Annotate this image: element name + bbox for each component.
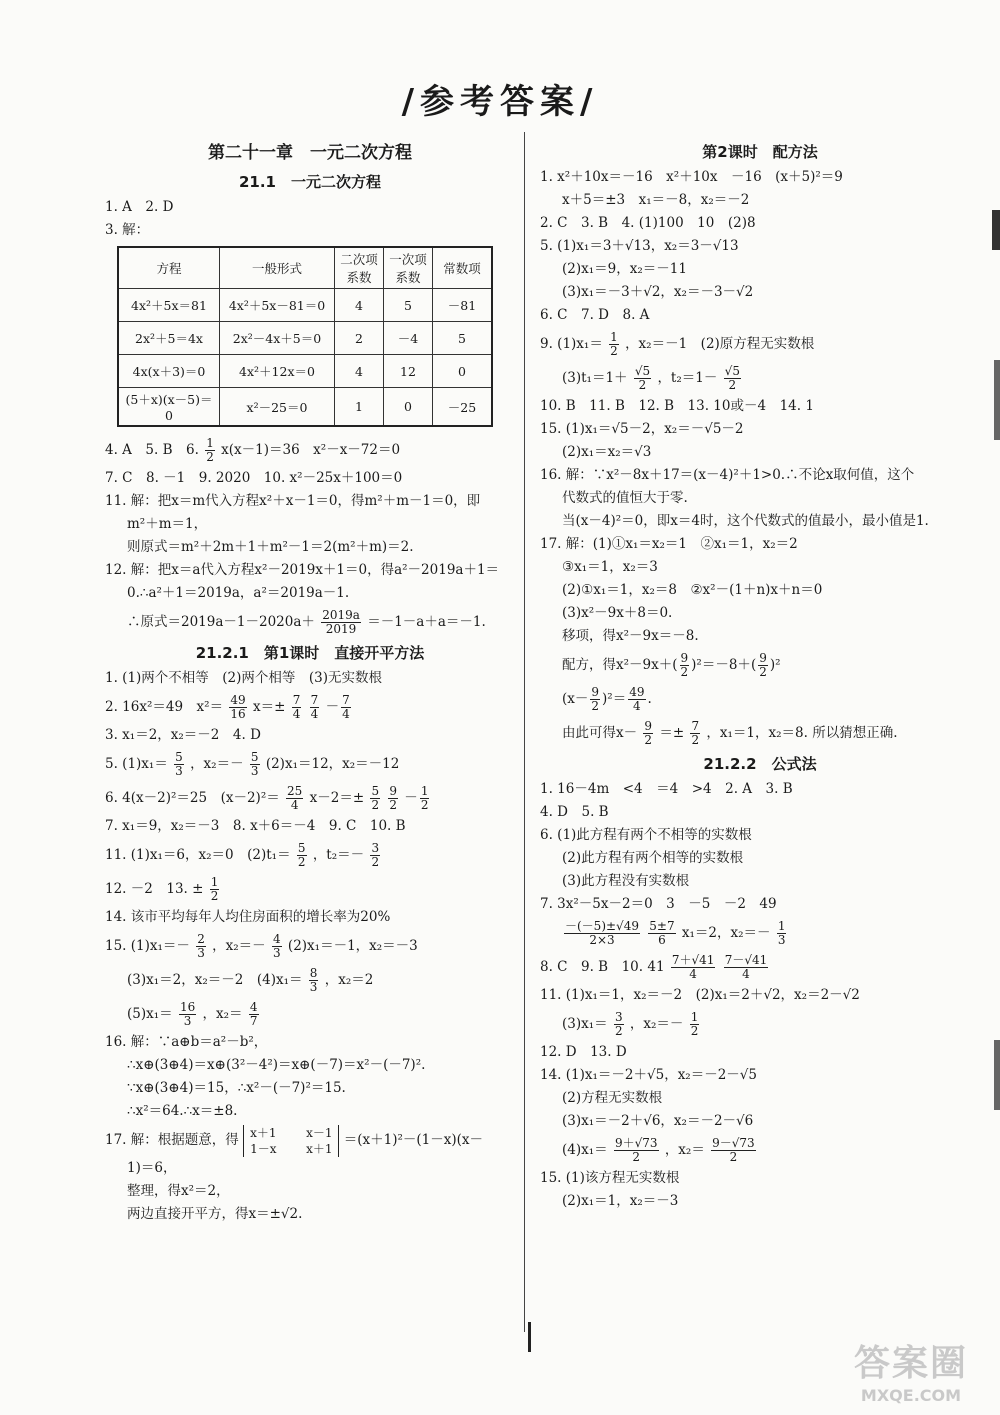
numerator: 2019a (322, 608, 360, 622)
denominator: 2 (389, 798, 398, 812)
answer-line: 3. 解： (105, 222, 150, 238)
answer-line: 16. 解：∵a⊕b＝a²－b²， (105, 1034, 268, 1050)
right-column (540, 138, 980, 1213)
numerator: 9 (389, 784, 398, 798)
text: x₁＝2，x₂＝－ (681, 925, 771, 941)
answer-line (105, 1123, 515, 1157)
answer-line: (3)x²－9x＋8＝0. (562, 605, 673, 621)
answer-line: ∵x⊕(3⊕4)＝15，∴x²－(－7)²＝15. (127, 1080, 346, 1096)
text: ∴原式＝2019a－1－2020a＋ (127, 614, 315, 630)
denominator: 2 (759, 665, 767, 679)
watermark-text: 答案圈 (853, 1343, 968, 1384)
answer-line: (x－ $\frac{9}{2}$ )²＝ $\frac{49}{4}$ . (562, 685, 652, 713)
text: (4)x₁＝ (562, 1142, 608, 1158)
numerator: 1 (777, 919, 786, 933)
table-row (118, 322, 492, 355)
fraction (297, 842, 307, 869)
denominator: 2×3 (589, 933, 615, 947)
table-cell: x²－25＝0 (220, 388, 335, 427)
text: x(x－1)＝36 x²－x－72＝0 (221, 442, 401, 458)
answer-line: 整理，得x²＝2， (127, 1183, 230, 1199)
answer-line: 1. (1)两个不相等 (2)两个相等 (3)无实数根 (105, 670, 383, 686)
answer-line: 14. 该市平均每年人均住房面积的增长率为20% (105, 909, 391, 925)
fraction (609, 331, 619, 358)
answer-line: 16. 解：∵x²－8x＋17＝(x－4)²＋1>0.∴不论x取何值，这个 (540, 467, 915, 483)
det-cell: x＋1 (306, 1141, 333, 1156)
denominator: 2 (420, 798, 429, 812)
text: ，x₂＝－ (190, 756, 244, 772)
table-header: 一般形式 (220, 247, 335, 289)
text: ＝ (612, 691, 627, 707)
numerator: 9 (591, 685, 600, 699)
answer-line: 11. (1)x₁＝1，x₂＝－2 (2)x₁＝2＋√2，x₂＝2－√2 (540, 987, 860, 1003)
fraction (229, 694, 246, 721)
numerator: 49 (629, 685, 645, 699)
answer-line: 17. 解：(1)①x₁＝x₂＝1 ②x₁＝1，x₂＝2 (540, 536, 798, 552)
numerator: 3 (614, 1010, 623, 1024)
denominator: 4 (290, 798, 299, 812)
denominator: 2 (644, 733, 653, 747)
table-cell: 2x²＋5＝4x (118, 322, 220, 355)
numerator: 1 (610, 330, 618, 344)
numerator: 7 (342, 693, 350, 707)
denominator: 2 (690, 1024, 699, 1038)
answer-line (105, 838, 515, 872)
table-row (118, 388, 492, 427)
det-cell: x＋1 (250, 1125, 277, 1140)
answer-line (540, 950, 980, 984)
numerator: 16 (179, 1000, 196, 1014)
answer-line: 15. (1)该方程无实数根 (540, 1170, 680, 1186)
fraction (724, 954, 769, 981)
denominator: 16 (230, 707, 246, 721)
fraction (309, 967, 319, 994)
answer-line: m²＋m＝1， (127, 516, 208, 532)
table-cell: (5＋x)(x－5)＝0 (118, 388, 220, 427)
text: ，x₂＝ (202, 1006, 243, 1022)
numerator: 7＋√41 (671, 953, 715, 967)
answer-line: 6. 4(x－2)²＝25 (x－2)²＝ $\frac{25}{4}$ x－2＝± $\frac{5}{2}$ $\frac{9}{2}$ － $\frac{1}{2}$ (105, 784, 429, 812)
answer-line: 12. 解：把x＝a代入方程x²－2019x＋1＝0，得a²－2019a＋1＝ (105, 562, 500, 578)
table-cell: －81 (433, 289, 493, 322)
fraction (758, 652, 768, 679)
numerator: 9 (680, 651, 689, 665)
fraction (690, 720, 700, 747)
left-column (105, 138, 515, 1226)
answer-line: 6. C 7. D 8. A (540, 307, 650, 323)
denominator: 3 (183, 1014, 192, 1028)
text: (2)x₁＝－1，x₂＝－3 (287, 938, 418, 954)
denominator: 4 (310, 707, 319, 721)
answer-line: 2. C 3. B 4. (1)100 10 (2)8 (540, 215, 756, 231)
answer-line: 1. A 2. D (105, 199, 174, 215)
numerator: √5 (724, 364, 740, 378)
answer-line: 1. 16－4m <4 ＝4 >4 2. A 3. B (540, 781, 793, 797)
denominator: 3 (250, 764, 259, 778)
text: 5. (1)x₁＝ (105, 756, 168, 772)
ink-mark (528, 1322, 531, 1352)
text: 由此可得x－ (562, 725, 638, 741)
fraction (310, 694, 320, 721)
table-cell: 5 (433, 322, 493, 355)
denominator: 4 (742, 967, 750, 981)
denominator: 2019 (325, 622, 357, 636)
text: 4. A 5. B 6. (105, 442, 199, 458)
fraction (777, 920, 787, 947)
table-cell: －25 (433, 388, 493, 427)
text: 17. 解：根据题意，得 (105, 1132, 239, 1148)
fraction (614, 1137, 659, 1164)
fraction (292, 694, 302, 721)
answer-line: 14. (1)x₁＝－2＋√5，x₂＝－2－√5 (540, 1067, 757, 1083)
table-cell: 2 (335, 322, 384, 355)
denominator: 2 (728, 378, 737, 392)
denominator: 3 (272, 946, 281, 960)
denominator: 2 (210, 889, 219, 903)
section-title-lesson2: 第2课时 配方法 (702, 143, 818, 161)
denominator: 2 (371, 798, 380, 812)
answer-line: (3)x₁＝－3＋√2，x₂＝－3－√2 (562, 284, 754, 300)
answer-line: 2. 16x²＝49 x²＝ $\frac{49}{16}$ x＝± $\frac{7}{4}$ $\frac{7}{4}$ － $\frac{7}{4}$ (105, 693, 350, 721)
fraction (179, 1001, 196, 1028)
numerator: 9＋√73 (614, 1136, 658, 1150)
text: (3)x₁＝ (562, 1016, 608, 1032)
numerator: 7 (691, 719, 700, 733)
text: x－2＝± (309, 790, 365, 806)
numerator: 5 (175, 750, 183, 764)
text: ＝－8＋ (701, 657, 751, 673)
answer-line: 6. (1)此方程有两个不相等的实数根 (540, 827, 752, 843)
answer-line (105, 747, 515, 781)
fraction (648, 920, 675, 947)
answer-banner: /参考答案/ (401, 82, 599, 122)
fraction (690, 1011, 700, 1038)
answer-line: 7. x₁＝9，x₂＝－3 8. x＋6＝－4 9. C 10. B (105, 818, 406, 834)
answer-line (105, 872, 515, 906)
answer-table (117, 246, 493, 427)
table-cell: 5 (384, 289, 433, 322)
fraction (205, 437, 215, 464)
denominator: 4 (633, 699, 641, 713)
section-title-21-2-1: 21.2.1 第1课时 直接开平方法 (195, 644, 425, 662)
fraction (210, 876, 220, 903)
text: 9. (1)x₁＝ (540, 336, 603, 352)
numerator: 25 (287, 784, 303, 798)
fraction (711, 1137, 756, 1164)
table-row (118, 355, 492, 388)
text: ＝－1－a＋a＝－1. (367, 614, 486, 630)
numerator: 2 (197, 932, 205, 946)
page-edge-shadow (992, 210, 1000, 250)
fraction (680, 652, 690, 679)
numerator: 1 (210, 875, 219, 889)
watermark-url: MXQE.COM (860, 1386, 962, 1405)
denominator: 4 (342, 707, 350, 721)
text: ，x₂＝－ (629, 1016, 684, 1032)
answer-line: 7. C 8. －1 9. 2020 10. x²－25x＋100＝0 (105, 470, 403, 486)
answer-line (540, 716, 980, 750)
numerator: －(－5)±√49 (565, 919, 639, 933)
answer-line: 两边直接开平方，得x＝±√2. (127, 1206, 303, 1222)
table-header-row (118, 247, 492, 289)
text: (3)x₁＝2，x₂＝－2 (4)x₁＝ (127, 972, 303, 988)
table-cell: －4 (384, 322, 433, 355)
answer-line: 4. D 5. B (540, 804, 609, 820)
fraction (724, 365, 741, 392)
numerator: 3 (371, 841, 380, 855)
answer-line: ③x₁＝1，x₂＝3 (562, 559, 658, 575)
answer-line: (2)x₁＝1，x₂＝－3 (562, 1193, 679, 1209)
denominator: 2 (632, 1150, 641, 1164)
fraction (174, 751, 184, 778)
answer-line: ∴x²＝64.∴x＝±8. (127, 1103, 238, 1119)
denominator: 6 (658, 933, 666, 947)
table-cell: 0 (384, 388, 433, 427)
fraction (286, 785, 303, 812)
det-cell: 1－x (250, 1141, 277, 1156)
answer-line (540, 916, 980, 950)
answer-line (105, 433, 515, 467)
denominator: 2 (614, 1024, 623, 1038)
table-row (118, 289, 492, 322)
answer-line: 11. 解：把x＝m代入方程x²＋x－1＝0，得m²＋m－1＝0，即 (105, 493, 481, 509)
answer-line: 3. x₁＝2，x₂＝－2 4. D (105, 727, 261, 743)
denominator: 2 (297, 855, 306, 869)
numerator: 8 (309, 966, 318, 980)
denominator: 2 (680, 665, 689, 679)
text: (5)x₁＝ (127, 1006, 173, 1022)
numerator: 1 (690, 1010, 699, 1024)
answer-line (540, 327, 980, 361)
numerator: 9 (644, 719, 653, 733)
answer-line (540, 361, 980, 395)
text: ，x₂＝－1 (2)原方程无实数根 (625, 336, 815, 352)
answer-line: (2)x₁＝9，x₂＝－11 (562, 261, 687, 277)
fraction (671, 954, 716, 981)
answer-line: (2)方程无实数根 (562, 1090, 663, 1106)
answer-line (105, 963, 515, 997)
table-cell: 2x²－4x＋5＝0 (220, 322, 335, 355)
text: ，t₂＝1－ (657, 370, 718, 386)
numerator: 1 (206, 436, 214, 450)
denominator: 7 (249, 1014, 258, 1028)
fraction (249, 1001, 259, 1028)
numerator: 7 (310, 693, 319, 707)
text: (2)x₁＝12，x₂＝－12 (265, 756, 400, 772)
text: ＝(x＋1)²－(1－x)(x－ (343, 1132, 484, 1148)
answer-line: (3)x₁＝－2＋√6，x₂＝－2－√6 (562, 1113, 754, 1129)
table-cell: 4x²＋12x＝0 (220, 355, 335, 388)
answer-line: ∴x⊕(3⊕4)＝x⊕(3²－4²)＝x⊕(－7)＝x²－(－7)². (127, 1057, 426, 1073)
fraction (341, 694, 351, 721)
table-cell: 4 (335, 355, 384, 388)
fraction (388, 785, 398, 812)
numerator: 5 (250, 750, 259, 764)
answer-line: 7. 3x²－5x－2＝0 3 －5 －2 49 (540, 896, 777, 912)
column-divider (524, 132, 525, 1332)
answer-line: (2)①x₁＝1，x₂＝8 ②x²－(1＋n)x＋n＝0 (562, 582, 823, 598)
answer-line (540, 1133, 980, 1167)
denominator: 2 (691, 733, 700, 747)
numerator: 5 (297, 841, 306, 855)
text: ，x₁＝1，x₂＝8. 所以猜想正确. (706, 725, 898, 741)
denominator: 2 (729, 1150, 738, 1164)
numerator: 5±7 (649, 919, 675, 933)
denominator: 2 (638, 378, 647, 392)
fraction (564, 920, 640, 947)
denominator: 3 (175, 764, 183, 778)
answer-line (540, 1007, 980, 1041)
answer-line: (3)此方程没有实数根 (562, 873, 690, 889)
numerator: 7 (292, 693, 301, 707)
answer-line: 则原式＝m²＋2m＋1＋m²－1＝2(m²＋m)＝2. (127, 539, 414, 555)
denominator: 2 (206, 450, 214, 464)
answer-line: 当(x－4)²＝0，即x＝4时，这个代数式的值最小，最小值是1. (562, 513, 929, 529)
answer-line: 配方，得x²－9x＋( $\frac{9}{2}$ )²＝－8＋( $\frac{9}{2}$ )² (562, 651, 781, 679)
text: ＝± (659, 725, 685, 741)
table-cell: 1 (335, 388, 384, 427)
answer-line: 5. (1)x₁＝3＋√13，x₂＝3－√13 (540, 238, 739, 254)
fraction (370, 785, 380, 812)
answer-line: x＋5＝±3 x₁＝－8，x₂＝－2 (562, 192, 750, 208)
numerator: 5 (371, 784, 380, 798)
fraction (321, 609, 361, 636)
fraction (643, 720, 653, 747)
table-cell: 12 (384, 355, 433, 388)
section-title-21-1: 21.1 一元二次方程 (238, 173, 381, 191)
answer-line: 1)＝6， (127, 1160, 177, 1176)
fraction (590, 686, 600, 713)
answer-line: 12. D 13. D (540, 1044, 627, 1060)
text: ，t₂＝－ (312, 847, 365, 863)
answer-line: 10. B 11. B 12. B 13. 10或－4 14. 1 (540, 398, 814, 414)
text: 12. －2 13. ± (105, 881, 204, 897)
table-header: 二次项系数 (335, 247, 384, 289)
text: 2. 16x²＝49 x²＝ (105, 699, 224, 715)
section-title-21-2-2: 21.2.2 公式法 (703, 755, 817, 773)
table-cell: 4x(x＋3)＝0 (118, 355, 220, 388)
denominator: 2 (371, 855, 380, 869)
text: ，x₂＝－ (212, 938, 266, 954)
text: 6. 4(x－2)²＝25 (x－2)²＝ (105, 790, 280, 806)
answer-line: 移项，得x²－9x＝－8. (562, 628, 699, 644)
numerator: 4 (249, 1000, 258, 1014)
answer-line: 代数式的值恒大于零. (562, 490, 688, 506)
fraction (614, 1011, 624, 1038)
text: ，x₂＝ (664, 1142, 705, 1158)
text: x＝± (252, 699, 286, 715)
answer-line: 1. x²＋10x＝－16 x²＋10x －16 (x＋5)²＝9 (540, 169, 843, 185)
table-header: 常数项 (433, 247, 493, 289)
table-cell: 4x²＋5x＝81 (118, 289, 220, 322)
table-cell: 4x²＋5x－81＝0 (220, 289, 335, 322)
fraction (272, 933, 282, 960)
numerator: 7－√41 (724, 953, 768, 967)
det-cell: x－1 (306, 1125, 333, 1140)
text: 15. (1)x₁＝－ (105, 938, 190, 954)
table-cell: 4 (335, 289, 384, 322)
answer-line: (2)此方程有两个相等的实数根 (562, 850, 744, 866)
answer-line (105, 605, 515, 639)
numerator: √5 (634, 364, 651, 378)
text: 配方，得x²－9x＋ (562, 657, 673, 673)
denominator: 3 (309, 980, 318, 994)
page-edge-shadow (994, 360, 1000, 440)
text: 11. (1)x₁＝6，x₂＝0 (2)t₁＝ (105, 847, 291, 863)
numerator: 9－√73 (712, 1136, 755, 1150)
fraction (634, 365, 651, 392)
numerator: 4 (272, 932, 281, 946)
fraction (196, 933, 206, 960)
table-cell: 0 (433, 355, 493, 388)
fraction (628, 686, 645, 713)
denominator: 3 (777, 933, 786, 947)
answer-line (105, 997, 515, 1031)
numerator: 49 (230, 693, 246, 707)
answer-line: 0.∴a²＋1＝2019a，a²＝2019a－1. (127, 585, 350, 601)
fraction (420, 785, 430, 812)
table-header: 一次项系数 (384, 247, 433, 289)
watermark-logo (836, 1335, 986, 1405)
fraction (370, 842, 380, 869)
denominator: 3 (197, 946, 205, 960)
text: ，x₂＝2 (324, 972, 374, 988)
table-header: 方程 (118, 247, 220, 289)
determinant (243, 1125, 339, 1157)
text: (3)t₁＝1＋ (562, 370, 628, 386)
numerator: 9 (759, 651, 767, 665)
denominator: 2 (610, 344, 618, 358)
denominator: 4 (689, 967, 697, 981)
text: 8. C 9. B 10. 41 (540, 959, 665, 975)
answer-line: 15. (1)x₁＝√5－2，x₂＝－√5－2 (540, 421, 744, 437)
answer-line: (2)x₁＝x₂＝√3 (562, 444, 652, 460)
denominator: 4 (292, 707, 301, 721)
numerator: 1 (420, 784, 429, 798)
answer-line (105, 929, 515, 963)
chapter-title: 第二十一章 一元二次方程 (208, 143, 412, 163)
fraction (250, 751, 260, 778)
denominator: 2 (591, 699, 600, 713)
page-edge-shadow (994, 1040, 1000, 1110)
